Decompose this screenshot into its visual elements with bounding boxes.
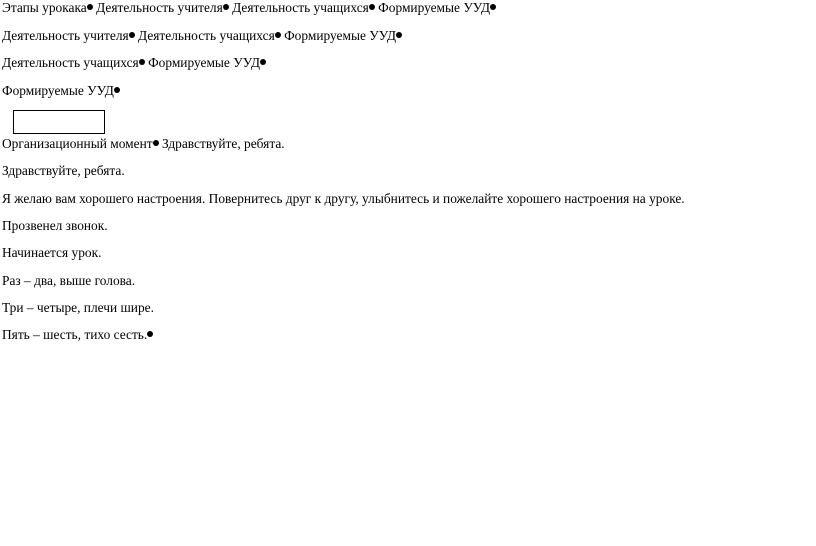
header-row-3 xyxy=(2,55,266,71)
header-row-1 xyxy=(2,0,496,16)
empty-cell-box xyxy=(13,110,105,134)
bullet-icon xyxy=(129,32,135,38)
bullet-icon xyxy=(396,32,402,38)
cell-student-activity: Деятельность учащихся xyxy=(138,28,275,43)
cell-student-activity: Деятельность учащихся xyxy=(2,55,139,70)
text-line-last xyxy=(2,327,153,343)
cell-stages-suffix: ка xyxy=(74,0,87,15)
text-line: Пять – шесть, тихо сесть. xyxy=(2,327,148,342)
cell-formed-skills: Формируемые УУД xyxy=(378,0,491,15)
bullet-icon xyxy=(87,4,93,10)
header-row-4 xyxy=(2,83,120,99)
cell-teacher-activity: Деятельность учителя xyxy=(2,28,129,43)
cell-teacher-activity: Деятельность учителя xyxy=(96,0,223,15)
text-line: Я желаю вам хорошего настроения. Повернитесь друг к другу, улыбнитесь и пожелайте хорошего настроения на уроке. xyxy=(2,191,685,206)
bullet-icon xyxy=(153,140,159,146)
bullet-icon xyxy=(369,4,375,10)
cell-formed-skills: Формируемые УУД xyxy=(284,28,396,43)
cell-formed-skills: Формируемые УУД xyxy=(2,83,114,98)
cell-stages: Этапы урока xyxy=(2,0,75,15)
text-line: Раз – два, выше голова. xyxy=(2,273,136,288)
text-line: Здравствуйте, ребята. xyxy=(2,163,125,178)
header-row-2 xyxy=(2,28,402,44)
bullet-icon xyxy=(275,32,281,38)
stage-greeting: Здравствуйте, ребята. xyxy=(161,136,285,151)
cell-formed-skills: Формируемые УУД xyxy=(148,55,260,70)
bullet-icon xyxy=(147,331,153,337)
cell-student-activity: Деятельность учащихся xyxy=(232,0,369,15)
bullet-icon xyxy=(139,59,145,65)
text-line: Три – четыре, плечи шире. xyxy=(2,300,154,315)
text-line: Прозвенел звонок. xyxy=(2,218,108,233)
text-line: Начинается урок. xyxy=(2,245,102,260)
bullet-icon xyxy=(490,4,496,10)
bullet-icon xyxy=(260,59,266,65)
bullet-icon xyxy=(114,87,120,93)
bullet-icon xyxy=(223,4,229,10)
stage-row xyxy=(2,136,285,152)
stage-title: Организационный момент xyxy=(2,136,153,151)
